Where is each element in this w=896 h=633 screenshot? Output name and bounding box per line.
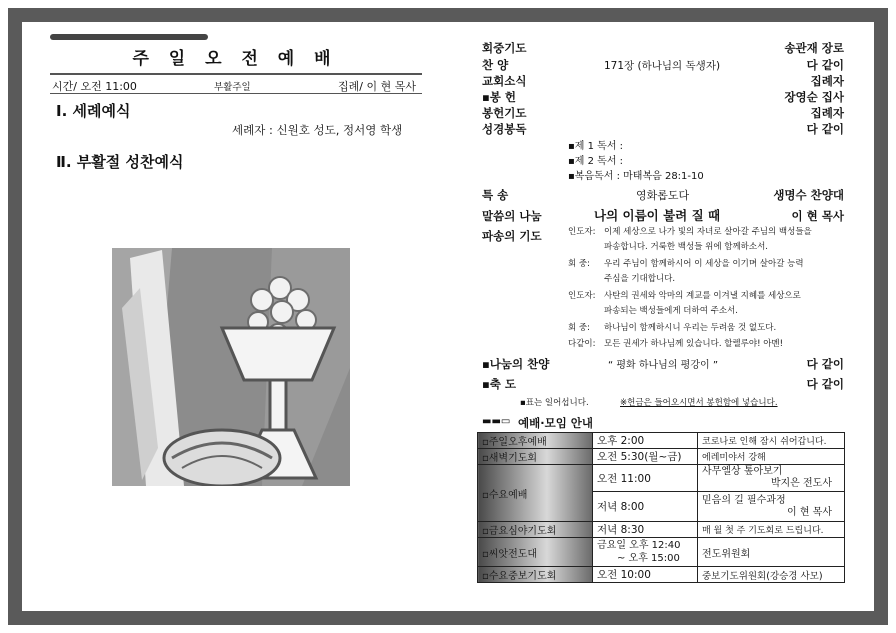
- schedule-time: 오후 2:00: [593, 433, 698, 449]
- schedule-name: ▫수요중보기도회: [478, 567, 593, 583]
- litany-who-4: 회 중:: [568, 323, 590, 333]
- order-value-3: 집례자: [810, 74, 844, 88]
- table-row: [478, 567, 845, 583]
- schedule-desc-line: 박지은 전도사: [770, 478, 832, 490]
- order-value-11: 다 같이: [806, 377, 844, 391]
- schedule-desc: 코로나로 인해 잠시 쉬어갑니다.: [698, 433, 845, 449]
- order-label-9: 파송의 기도: [482, 229, 542, 243]
- schedule-time-line: ~ 오후 15:00: [617, 553, 680, 564]
- order-value-1: 송관재 장로: [784, 41, 844, 55]
- schedule-name: ▫주일오후예배: [478, 433, 593, 449]
- table-row: [478, 433, 845, 449]
- schedule-desc: [698, 465, 845, 492]
- schedule-desc: 중보기도위원회(강승경 사모): [698, 567, 845, 583]
- schedule-desc: 전도위원회: [698, 538, 845, 567]
- litany-line-1b: 파송합니다. 거룩한 백성들 위에 함께하소서.: [604, 242, 769, 252]
- communion-artwork: [112, 248, 350, 486]
- order-label-11: ▪축 도: [482, 377, 517, 391]
- notice-title: 예배·모임 안내: [518, 416, 594, 430]
- litany-line-2a: 우리 주님이 함께하시어 이 세상을 이기며 살아갈 능력: [604, 259, 804, 269]
- schedule-time-line: 금요일 오후 12:40: [597, 540, 681, 551]
- litany-who-5: 다같이:: [568, 339, 596, 349]
- reading-1: ▪제 1 독서 :: [568, 141, 624, 152]
- schedule-name: ▫씨앗전도대: [478, 538, 593, 567]
- service-week: 부활주일: [214, 82, 251, 93]
- order-label-4: ▪봉 헌: [482, 90, 517, 104]
- order-label-2: 찬 양: [482, 58, 509, 72]
- schedule-desc-line: 이 현 목사: [787, 506, 832, 518]
- baptized-names: 세례자 : 신원호 성도, 정서영 학생: [232, 123, 403, 137]
- order-label-7: 특 송: [482, 188, 509, 202]
- order-label-10: ▪나눔의 찬양: [482, 357, 550, 371]
- order-value-2: 다 같이: [806, 58, 844, 72]
- schedule-name: ▫금요심야기도회: [478, 522, 593, 538]
- order-value-6: 다 같이: [806, 122, 844, 136]
- special-song: 영화롭도다: [636, 189, 690, 202]
- schedule-desc-line: 사무엘상 톺아보기: [702, 466, 783, 478]
- order-value-8: 이 현 목사: [791, 209, 844, 223]
- standing-note: ▪표는 일어섭니다.: [520, 398, 589, 408]
- litany-line-4a: 하나님이 함께하시니 우리는 두려움 것 없도다.: [604, 323, 777, 333]
- sermon-title: 나의 이름이 불려 질 때: [594, 208, 721, 223]
- schedule-time: 오전 5:30(월~금): [593, 449, 698, 465]
- order-value-7: 생명수 찬양대: [773, 188, 844, 202]
- schedule-name: ▫수요예배: [478, 465, 593, 522]
- schedule-time: 오전 10:00: [593, 567, 698, 583]
- schedule-time: 저녁 8:00: [593, 492, 698, 522]
- order-label-1: 회중기도: [482, 41, 527, 55]
- schedule-time: 저녁 8:30: [593, 522, 698, 538]
- service-time: 시간/ 오전 11:00: [52, 80, 137, 93]
- litany-line-3b: 파송되는 백성들에게 더하여 주소서.: [604, 306, 738, 316]
- litany-who-3: 인도자:: [568, 291, 596, 301]
- litany-line-5a: 모든 권세가 하나님께 있습니다. 할렐루야! 아멘!: [604, 339, 784, 349]
- order-label-5: 봉헌기도: [482, 106, 527, 120]
- litany-line-1a: 이제 세상으로 나가 빛의 자녀로 살아갈 주님의 백성들을: [604, 227, 812, 237]
- schedule-desc: 매 월 첫 주 기도회로 드립니다.: [698, 522, 845, 538]
- notice-icon: ▬▬▭: [482, 416, 511, 427]
- litany-line-2b: 주심을 기대합니다.: [604, 274, 676, 284]
- order-hymn: 171장 (하나님의 독생자): [604, 60, 721, 72]
- schedule-desc: 에레미야서 강해: [698, 449, 845, 465]
- schedule-table: [477, 432, 845, 583]
- sharing-hymn: “ 평화 하나님의 평강이 ”: [608, 360, 719, 371]
- section1-heading: Ⅰ. 세례예식: [56, 102, 131, 120]
- table-row: [478, 465, 845, 492]
- order-label-3: 교회소식: [482, 74, 527, 88]
- table-row: [478, 522, 845, 538]
- order-value-5: 집례자: [810, 106, 844, 120]
- order-label-6: 성경봉독: [482, 122, 527, 136]
- schedule-time: 오전 11:00: [593, 465, 698, 492]
- schedule-time: [593, 538, 698, 567]
- section2-heading: Ⅱ. 부활절 성찬예식: [56, 153, 184, 171]
- order-label-8: 말씀의 나눔: [482, 209, 542, 223]
- decorative-bar: [50, 34, 208, 40]
- offering-note: ※헌금은 들어오시면서 봉헌함에 넣습니다.: [620, 398, 778, 408]
- reading-2: ▪제 2 독서 :: [568, 156, 624, 167]
- litany-who-1: 인도자:: [568, 227, 596, 237]
- schedule-desc: [698, 492, 845, 522]
- title-divider: [50, 73, 422, 75]
- service-leader: 집례/ 이 현 목사: [338, 80, 416, 93]
- table-row: [478, 449, 845, 465]
- table-row: [478, 538, 845, 567]
- meta-divider: [50, 93, 422, 94]
- order-value-4: 장영순 집사: [784, 90, 844, 104]
- schedule-name: ▫새벽기도회: [478, 449, 593, 465]
- litany-line-3a: 사탄의 권세와 악마의 계교를 이겨낼 지혜를 세상으로: [604, 291, 801, 301]
- service-title: 주 일 오 전 예 배: [132, 49, 338, 69]
- order-value-10: 다 같이: [806, 357, 844, 371]
- litany-who-2: 회 중:: [568, 259, 590, 269]
- schedule-desc-line: 믿음의 길 필수과정: [702, 494, 786, 506]
- reading-gospel: ▪복음독서 : 마태복음 28:1-10: [568, 171, 704, 182]
